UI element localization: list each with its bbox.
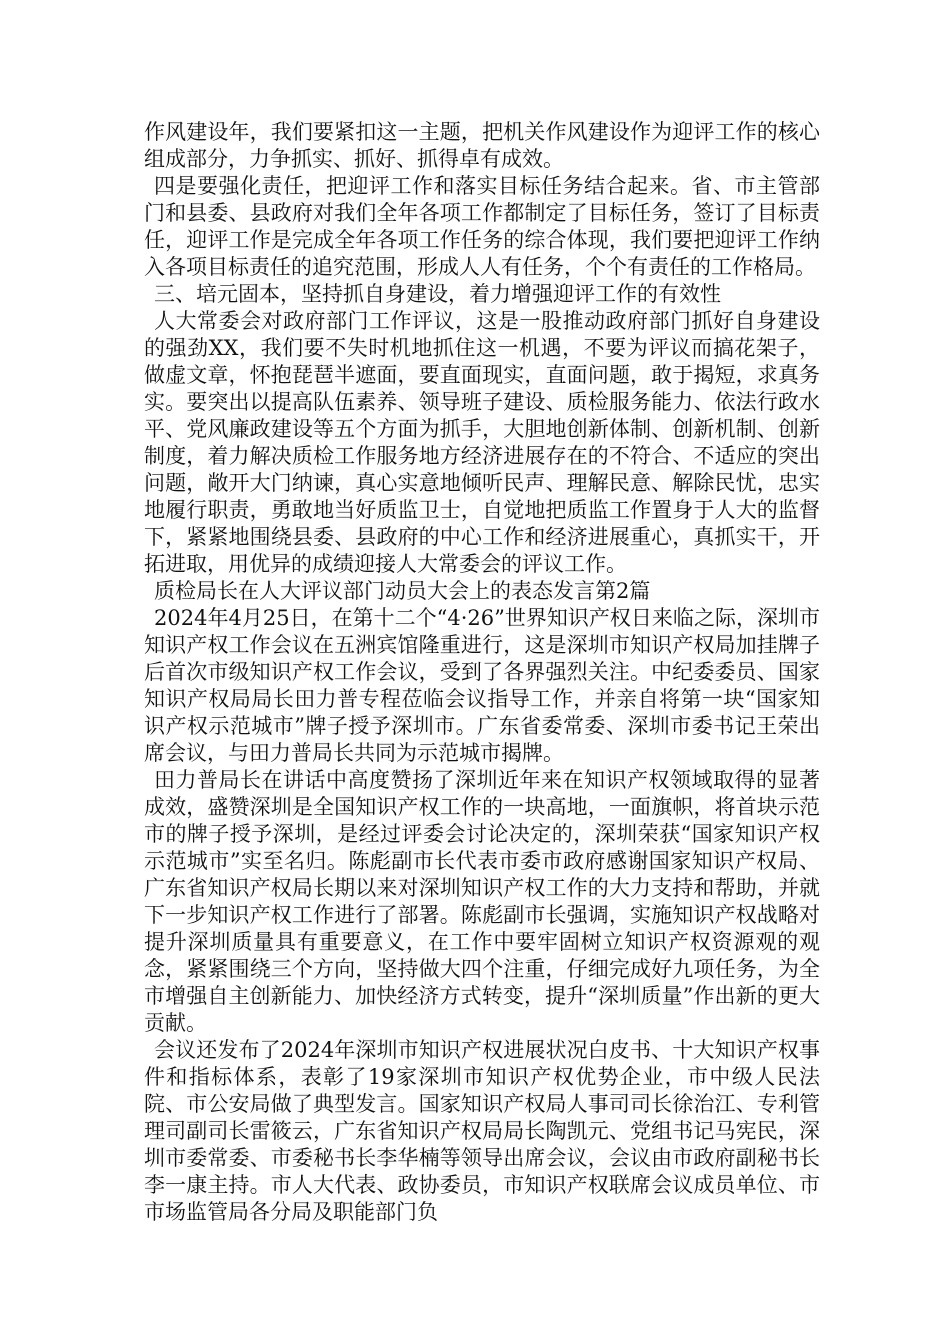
paragraph-ip-conference: 2024年4月25日，在第十二个“4·26”世界知识产权日来临之际，深圳市知识产权工作会议在五洲宾馆隆重进行，这是深圳市知识产权局加挂牌子后首次市级知识产权工作会议，受到了各界强烈关注。中纪委委员、国家知识产权局局长田力普专程莅临会议指导工作，并亲自将第一块“国家知识产权示范城市”牌子授予深圳市。广东省委常委、深圳市委书记王荣出席会议，与田力普局长共同为示范城市揭牌。: [144, 606, 820, 765]
section-heading-three: 三、培元固本，坚持抓自身建设，着力增强迎评工作的有效性: [154, 282, 721, 306]
article-title-part-2: 质检局长在人大评议部门动员大会上的表态发言第2篇: [154, 579, 651, 603]
paragraph-tian-lipu-speech: 田力普局长在讲话中高度赞扬了深圳近年来在知识产权领域取得的显著成效，盛赞深圳是全国知识产权工作的一块高地，一面旗帜，将首块示范市的牌子授予深圳，是经过评委会讨论决定的，深圳荣获“国家知识产权示范城市”实至名归。陈彪副市长代表市委市政府感谢国家知识产权局、广东省知识产权局长期以来对深圳知识产权工作的大力支持和帮助，并就下一步知识产权工作进行了部署。陈彪副市长强调，实施知识产权战略对提升深圳质量具有重要意义，在工作中要牢固树立知识产权资源观的观念，紧紧围绕三个方向，坚持做大四个注重，仔细完成好九项任务，为全市增强自主创新能力、加快经济方式转变，提升“深圳质量”作出新的更大贡献。: [144, 768, 820, 1035]
document-page: [144, 119, 820, 1226]
paragraph-style-building-conclusion: 作风建设年，我们要紧扣这一主题，把机关作风建设作为迎评工作的核心组成部分，力争抓实、抓好、抓得卓有成效。: [144, 120, 820, 171]
paragraph-npc-review: 人大常委会对政府部门工作评议，这是一股推动政府部门抓好自身建设的强劲XX，我们要不失时机地抓住这一机遇，不要为评议而搞花架子，做虚文章，怀抱琵琶半遮面，要直面现实，直面问题，敢于揭短，求真务实。要突出以提高队伍素养、领导班子建设、质检服务能力、依法行政水平、党风廉政建设等五个方面为抓手，大胆地创新体制、创新机制、创新制度，着力解决质检工作服务地方经济进展存在的不符合、不适应的突出问题，敞开大门纳谏，真心实意地倾听民声、理解民意、解除民忧，忠实地履行职责，勇敢地当好质监卫士，自觉地把质监工作置身于人大的监督下，紧紧地围绕县委、县政府的中心工作和经济进展重心，真抓实干，开拓进取，用优异的成绩迎接人大常委会的评议工作。: [144, 309, 820, 576]
paragraph-white-paper-release: 会议还发布了2024年深圳市知识产权进展状况白皮书、十大知识产权事件和指标体系，表彰了19家深圳市知识产权优势企业，市中级人民法院、市公安局做了典型发言。国家知识产权局人事司司长徐治江、专利管理司副司长雷筱云，广东省知识产权局局长陶凯元、党组书记马宪民，深圳市委常委、市委秘书长李华楠等领导出席会议，会议由市政府副秘书长李一康主持。市人大代表、政协委员，市知识产权联席会议成员单位、市市场监管局各分局及职能部门负: [144, 1038, 820, 1224]
paragraph-strengthen-responsibility: 四是要强化责任，把迎评工作和落实目标任务结合起来。省、市主管部门和县委、县政府对我们全年各项工作都制定了目标任务，签订了目标责任，迎评工作是完成全年各项工作任务的综合体现，我们要把迎评工作纳入各项目标责任的追究范围，形成人人有任务，个个有责任的工作格局。: [144, 174, 820, 279]
